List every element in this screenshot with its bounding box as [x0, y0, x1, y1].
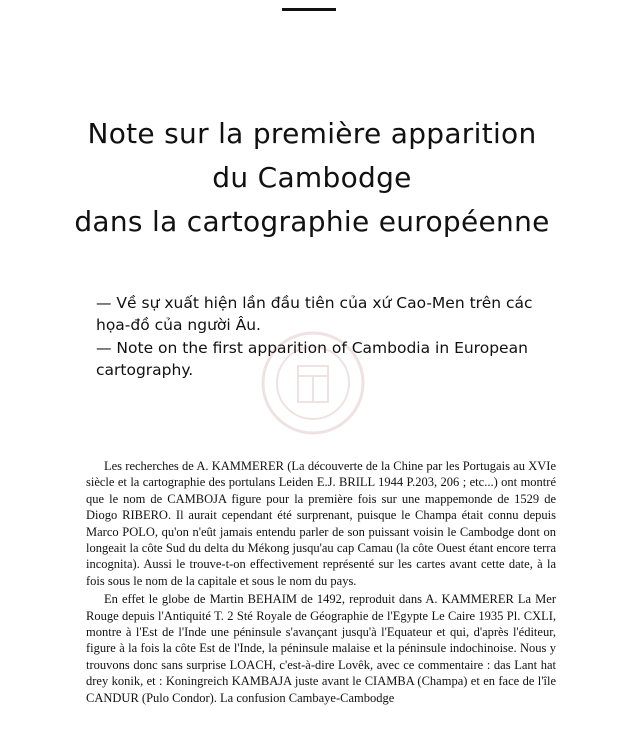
top-rule	[282, 8, 336, 11]
paragraph-1: Les recherches de A. KAMMERER (La découverte de la Chine par les Portugais au XVIe siècle et la cartographie des portulans Leiden E.J. BRILL 1944 P.203, 206 ; etc...) ont montré que le nom de CAMBOJA figure pour la première fois sur une mappemonde de 1529 de Diogo RIBERO. Il aurait cependant été surprenant, puisque le Champa était connu depuis Marco POLO, qu'on n'eût jamais entendu parler de son puissant voisin le Cambodge dont on longeait la côte Sud du delta du Mékong jusqu'au cap Camau (la côte Ouest étant encore terra incognita). Aussi le trouve-t-on effectivement représenté sur les cartes avant cette date, à la fois sous le nom de la capitale et sous le nom du pays.	[86, 459, 556, 588]
title-line-2: du Cambodge	[212, 161, 412, 194]
subtitle-vietnamese: — Về sự xuất hiện lần đầu tiên của xứ Cao-Men trên các họa-đồ của người Âu.	[96, 294, 533, 334]
article-body	[86, 458, 556, 706]
title-line-1: Note sur la première apparition	[87, 117, 537, 150]
subtitle-english: — Note on the first apparition of Cambodia in European cartography.	[96, 339, 528, 379]
article-title	[40, 112, 584, 244]
title-line-3: dans la cartographie européenne	[74, 205, 550, 238]
paragraph-2: En effet le globe de Martin BEHAIM de 1492, reproduit dans A. KAMMERER La Mer Rouge depuis l'Antiquité T. 2 Sté Royale de Géographie de l'Egypte Le Caire 1935 Pl. CXLI, montre à l'Est de l'Inde une péninsule s'avançant jusqu'à l'Equateur et qui, d'après l'éditeur, figure à la fois la côte Est de l'Inde, la péninsule malaise et la péninsule indochinoise. Nous y trouvons donc sans surprise LOACH, c'est-à-dire Lovêk, avec ce commentaire : das Lant hat drey konik, et : Koningreich KAMBAJA juste avant le CIAMBA (Champa) et en face de l'île CANDUR (Pulo Condor). La confusion Cambaye-Cambodge	[86, 592, 556, 705]
